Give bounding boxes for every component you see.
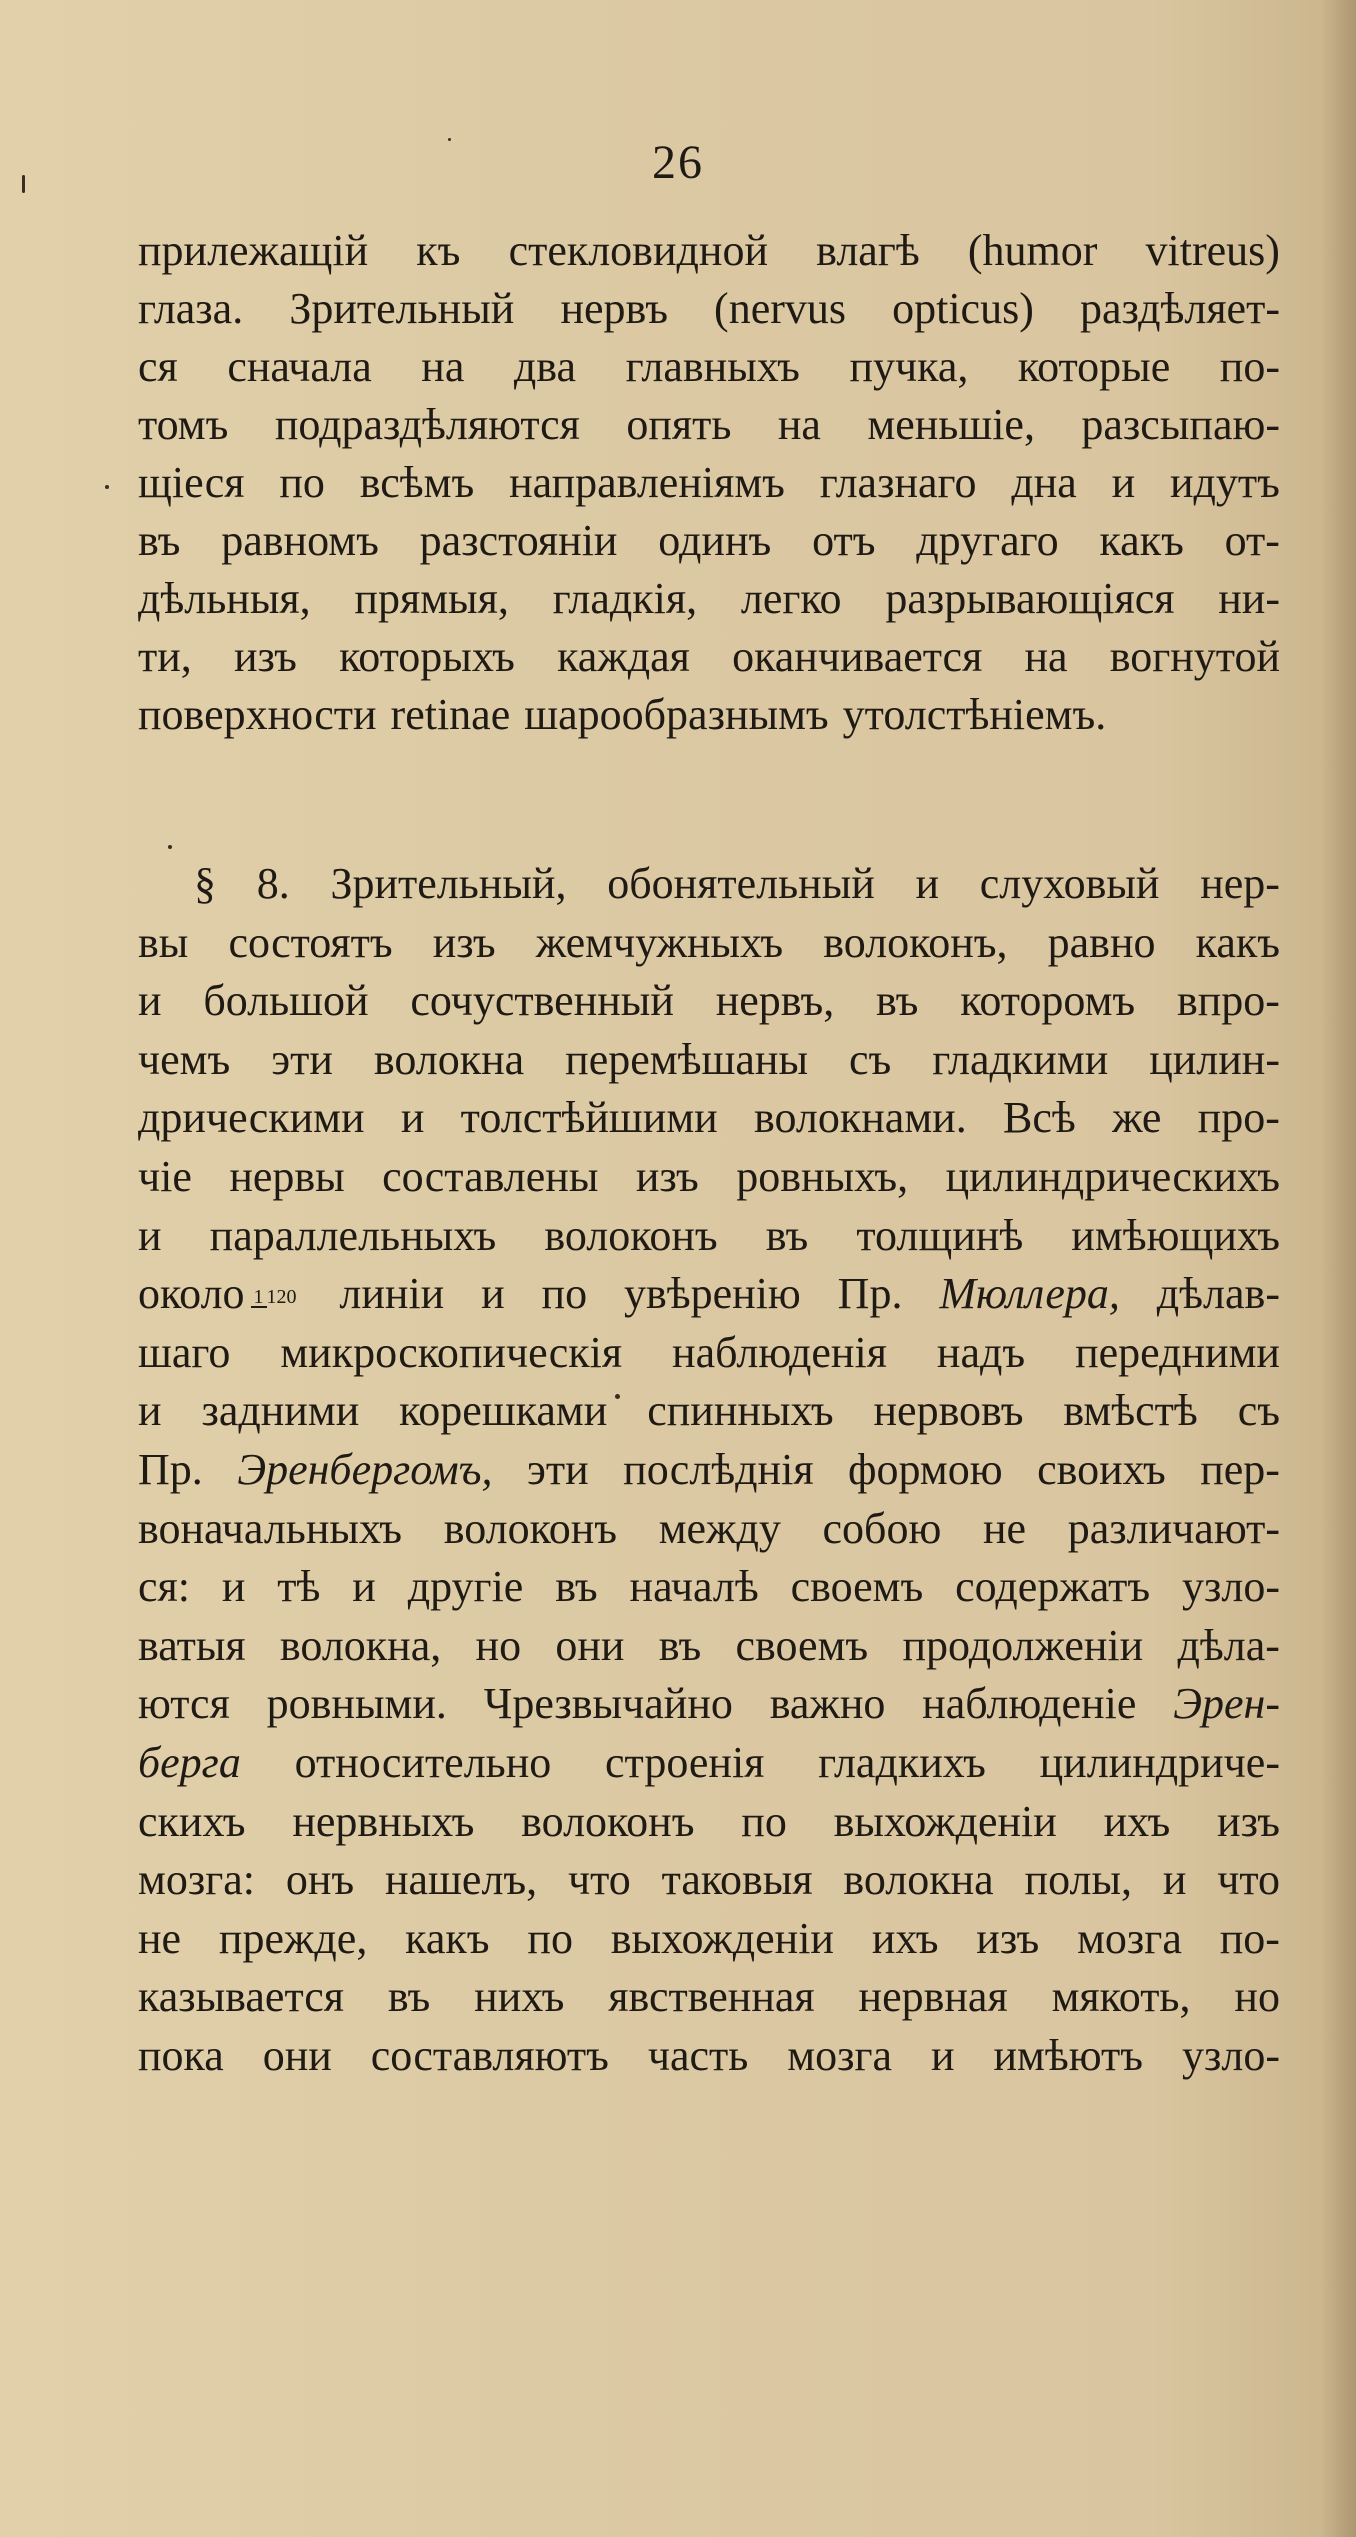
word: изъ <box>976 1913 1040 1963</box>
word: ихъ <box>871 1913 939 1963</box>
word: ти, <box>138 632 192 681</box>
word: vitreus) <box>1145 226 1280 275</box>
word: какъ <box>1099 516 1184 565</box>
word: поверхности <box>138 690 377 739</box>
word: два <box>513 342 577 391</box>
word: ются <box>138 1679 230 1729</box>
word: шаго <box>138 1327 231 1377</box>
word: изъ <box>432 917 496 967</box>
paragraph-continuation <box>138 222 1280 744</box>
word: и <box>352 1562 376 1612</box>
word: жемчужныхъ <box>535 917 784 967</box>
word: микроскопическія <box>280 1327 623 1377</box>
word: продолженіи <box>902 1620 1144 1670</box>
word: шарообразнымъ <box>524 690 829 739</box>
word: чемъ <box>138 1034 231 1084</box>
word: разстояніи <box>419 516 618 565</box>
word: ни- <box>1218 574 1280 623</box>
word: корешками <box>399 1386 608 1436</box>
word: равномъ <box>221 516 379 565</box>
word: началѣ <box>629 1562 759 1612</box>
word: строенія <box>605 1737 765 1787</box>
word: всѣмъ <box>359 458 475 507</box>
word: важно <box>769 1679 886 1729</box>
word: Всѣ <box>1003 1093 1076 1143</box>
word: своихъ <box>1037 1444 1166 1494</box>
word: между <box>658 1503 781 1553</box>
word: что <box>1217 1855 1280 1905</box>
word: въ <box>555 1562 598 1612</box>
word: по- <box>1219 1913 1280 1963</box>
word: по- <box>1219 342 1280 391</box>
word: но <box>1234 1972 1280 2022</box>
word: послѣднія <box>623 1444 814 1494</box>
word: волоконъ <box>443 1503 618 1553</box>
word: ровными. <box>266 1679 447 1729</box>
word: чіе <box>138 1151 192 1201</box>
word: воначальныхъ <box>138 1503 403 1553</box>
word: нервъ <box>560 284 668 333</box>
word: своемъ <box>790 1562 924 1612</box>
word: легко <box>740 574 842 623</box>
word: скихъ <box>138 1796 246 1846</box>
word: въ <box>875 976 919 1026</box>
word: (humor <box>967 226 1098 275</box>
text-line <box>138 1734 1280 1793</box>
word: (nervus <box>714 284 847 333</box>
word: же <box>1112 1093 1162 1143</box>
word: нервы <box>229 1151 345 1201</box>
word: меньшіе, <box>867 400 1035 449</box>
word: сначала <box>227 342 372 391</box>
word: Пр. <box>138 1444 203 1494</box>
fraction <box>251 1288 297 1308</box>
word: выхожденіи <box>610 1913 834 1963</box>
word: задними <box>201 1386 360 1436</box>
word: гладкихъ <box>818 1737 986 1787</box>
text-line <box>138 1617 1280 1676</box>
word: наблюденія <box>672 1327 887 1377</box>
word: пока <box>138 2030 224 2080</box>
word: составлены <box>382 1151 599 1201</box>
word: Зрительный <box>289 284 515 333</box>
word: и <box>138 1386 162 1436</box>
word: волоконъ <box>544 1210 718 1260</box>
word: нервовъ <box>873 1386 1024 1436</box>
text-line <box>138 280 1280 338</box>
word: узло- <box>1181 2030 1280 2080</box>
word: узло- <box>1181 1562 1280 1612</box>
word: и <box>138 1210 162 1260</box>
print-speck <box>615 1394 620 1399</box>
word: они <box>262 2030 332 2080</box>
word: дѣлав- <box>1156 1269 1280 1319</box>
word: одинъ <box>658 516 772 565</box>
word: волокна, <box>279 1620 442 1670</box>
word: мозга <box>787 2030 893 2080</box>
word: волокна <box>373 1034 525 1084</box>
word: онъ <box>285 1855 355 1905</box>
word: изъ <box>635 1151 699 1201</box>
text-line <box>138 1207 1280 1266</box>
word: равно <box>1047 917 1156 967</box>
word: дрическими <box>138 1093 365 1143</box>
word: увѣренію <box>623 1269 801 1319</box>
word: тѣ <box>277 1562 321 1612</box>
word: стекловидной <box>508 226 768 275</box>
fraction-numerator: 1 <box>251 1288 267 1308</box>
word: нер- <box>1200 859 1280 908</box>
word: ватыя <box>138 1620 246 1670</box>
text-line <box>138 1031 1280 1090</box>
word: на <box>421 342 465 391</box>
text-line <box>138 1382 1280 1441</box>
word: которые <box>1017 342 1171 391</box>
word: opticus) <box>892 284 1034 333</box>
word: ихъ <box>1103 1796 1171 1846</box>
word: съ <box>848 1034 892 1084</box>
word: дна <box>1011 458 1077 507</box>
word: волоконъ, <box>823 917 1008 967</box>
word: мозга <box>1077 1913 1182 1963</box>
word: раздѣляет- <box>1079 284 1280 333</box>
word: 8. <box>256 859 290 908</box>
word: и <box>221 1562 246 1612</box>
word: отъ <box>812 516 876 565</box>
word: нервная <box>858 1972 1008 2022</box>
text-line <box>138 222 1280 280</box>
paragraph-section-8 <box>138 855 1280 2085</box>
word: эти <box>271 1034 333 1084</box>
word: ся: <box>138 1562 190 1612</box>
word: часть <box>647 2030 749 2080</box>
word: нашелъ, <box>384 1855 538 1905</box>
word: нихъ <box>474 1972 565 2022</box>
text-line <box>138 972 1280 1031</box>
word: вы <box>138 917 189 967</box>
text-line <box>138 1500 1280 1559</box>
word: волоконъ <box>521 1796 695 1846</box>
word: Эренбергомъ, <box>237 1444 493 1494</box>
word: которыхъ <box>339 632 515 681</box>
word: Эрен- <box>1173 1679 1280 1729</box>
word: мякоть, <box>1051 1972 1191 2022</box>
text-line <box>138 396 1280 454</box>
word: которомъ <box>960 976 1136 1026</box>
word: влагѣ <box>816 226 920 275</box>
word: обонятельный <box>607 859 875 908</box>
word: но <box>475 1620 522 1670</box>
word: своемъ <box>735 1620 869 1670</box>
word: оканчивается <box>732 632 983 681</box>
text-line <box>138 454 1280 512</box>
word: эти <box>526 1444 589 1494</box>
word: другаго <box>916 516 1059 565</box>
word: подраздѣляются <box>274 400 580 449</box>
word: § <box>194 859 216 908</box>
word: изъ <box>233 632 297 681</box>
word: глаза. <box>138 284 244 333</box>
word: и <box>481 1269 505 1319</box>
text-line <box>138 1441 1280 1500</box>
word: направленіямъ <box>509 458 785 507</box>
word: большой <box>203 976 369 1026</box>
word: дѣльныя, <box>138 574 311 623</box>
text-line <box>138 1910 1280 1969</box>
word: составляютъ <box>370 2030 609 2080</box>
text-line <box>138 686 1280 744</box>
word: дѣла- <box>1177 1620 1280 1670</box>
text-line <box>138 628 1280 686</box>
word: retinae <box>390 690 511 739</box>
word: линіи <box>339 1269 445 1319</box>
word: надъ <box>936 1327 1026 1377</box>
word: толщинѣ <box>856 1210 1024 1260</box>
word: цилиндрическихъ <box>945 1151 1280 1201</box>
word: толстѣйшими <box>460 1093 718 1143</box>
text-line <box>138 1558 1280 1617</box>
word: Зрительный, <box>330 859 567 908</box>
word: берга <box>138 1737 241 1787</box>
word: перемѣшаны <box>565 1034 809 1084</box>
word: вогнутой <box>1109 632 1280 681</box>
word: ся <box>138 342 178 391</box>
text-line <box>138 1675 1280 1734</box>
word: и <box>931 2030 955 2080</box>
word: по <box>527 1913 573 1963</box>
word: пучка, <box>849 342 969 391</box>
word: сочуственный <box>410 976 674 1026</box>
word: въ <box>765 1210 809 1260</box>
word: не <box>138 1913 182 1963</box>
word: около <box>138 1269 245 1319</box>
word: по <box>541 1269 588 1319</box>
word: на <box>777 400 821 449</box>
word: разсыпаю- <box>1081 400 1280 449</box>
word: прилежащій <box>138 226 369 275</box>
word: томъ <box>138 400 229 449</box>
word: другіе <box>407 1562 524 1612</box>
word: полы, <box>1024 1855 1133 1905</box>
word: впро- <box>1176 976 1280 1026</box>
word: волокна <box>843 1855 994 1905</box>
word: они <box>555 1620 625 1670</box>
word: имѣютъ <box>993 2030 1144 2080</box>
word: какъ <box>1195 917 1280 967</box>
word: вмѣстѣ <box>1063 1386 1198 1436</box>
word: къ <box>416 226 461 275</box>
word: идутъ <box>1169 458 1280 507</box>
text-line <box>138 512 1280 570</box>
word: про- <box>1197 1093 1280 1143</box>
word: цилиндриче- <box>1039 1737 1280 1787</box>
word: явственная <box>608 1972 815 2022</box>
word: передними <box>1075 1327 1280 1377</box>
word: параллельныхъ <box>209 1210 497 1260</box>
word: глазнаго <box>819 458 977 507</box>
text-line <box>138 1851 1280 1910</box>
word: выхожденіи <box>833 1796 1057 1846</box>
text-line <box>138 1324 1280 1383</box>
word: прежде, <box>218 1913 368 1963</box>
word: ровныхъ, <box>736 1151 909 1201</box>
text-line <box>138 1148 1280 1207</box>
print-speck <box>22 175 25 193</box>
word: имѣющихъ <box>1071 1210 1280 1260</box>
text-line <box>138 1793 1280 1852</box>
word: формою <box>848 1444 1003 1494</box>
word: по <box>279 458 325 507</box>
word: нервъ, <box>715 976 835 1026</box>
word: содержатъ <box>955 1562 1151 1612</box>
word: волокнами. <box>754 1093 967 1143</box>
word: и <box>915 859 940 908</box>
word: и <box>1162 1855 1187 1905</box>
text-line <box>138 338 1280 396</box>
word: мозга: <box>138 1855 256 1905</box>
word: казывается <box>138 1972 344 2022</box>
word: въ <box>138 516 181 565</box>
text-line <box>138 855 1280 914</box>
word: пер- <box>1200 1444 1280 1494</box>
word: цилин- <box>1149 1034 1280 1084</box>
text-line <box>138 1265 1280 1324</box>
word: что <box>567 1855 631 1905</box>
word: Мюллера, <box>939 1269 1120 1319</box>
word: и <box>138 976 162 1026</box>
fraction-denominator: 120 <box>266 1286 297 1309</box>
word: таковыя <box>661 1855 813 1905</box>
word: спинныхъ <box>647 1386 834 1436</box>
word: въ <box>658 1620 702 1670</box>
print-speck <box>105 485 109 489</box>
word: гладкія, <box>552 574 698 623</box>
word: изъ <box>1217 1796 1280 1846</box>
word: утолстѣніемъ. <box>842 690 1107 739</box>
word: Пр. <box>837 1269 903 1319</box>
word: съ <box>1237 1386 1280 1436</box>
word: от- <box>1224 516 1280 565</box>
word: опять <box>626 400 732 449</box>
word: Чрезвычайно <box>483 1679 733 1729</box>
word: разрывающіяся <box>885 574 1175 623</box>
word: прямыя, <box>354 574 509 623</box>
print-speck <box>448 138 451 141</box>
text-line <box>138 570 1280 628</box>
word: каждая <box>557 632 690 681</box>
page-number: 26 <box>652 136 704 189</box>
word: собою <box>822 1503 942 1553</box>
word-with-fraction <box>138 1265 303 1324</box>
word: главныхъ <box>625 342 800 391</box>
word: наблюденіе <box>922 1679 1137 1729</box>
word: нервныхъ <box>292 1796 475 1846</box>
text-line <box>138 1968 1280 2027</box>
word: щіеся <box>138 458 245 507</box>
text-line <box>138 914 1280 973</box>
word: и <box>1111 458 1136 507</box>
print-speck <box>168 845 172 849</box>
text-line <box>138 1089 1280 1148</box>
word: состоятъ <box>228 917 393 967</box>
text-line <box>138 2027 1280 2086</box>
word: и <box>400 1093 425 1143</box>
word: какъ <box>405 1913 490 1963</box>
word: слуховый <box>979 859 1160 908</box>
word: на <box>1024 632 1068 681</box>
word: по <box>741 1796 787 1846</box>
page-edge-shadow <box>1320 0 1356 2537</box>
word: различают- <box>1067 1503 1280 1553</box>
word: въ <box>387 1972 431 2022</box>
word: не <box>983 1503 1027 1553</box>
word: гладкими <box>932 1034 1109 1084</box>
word: относительно <box>294 1737 552 1787</box>
